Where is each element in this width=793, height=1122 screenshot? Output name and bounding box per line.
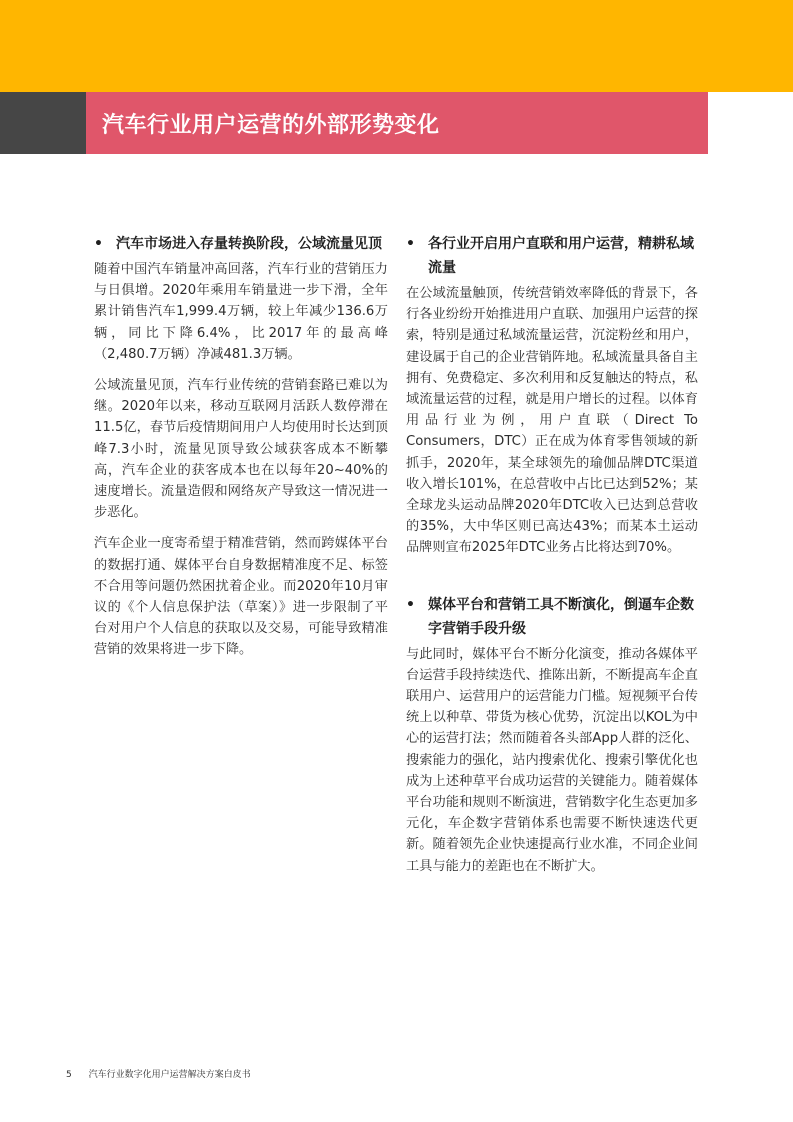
section-heading [406,593,698,641]
section-heading-text: 各行业开启用户直联和用户运营，精耕私域流量 [428,236,694,276]
paragraph: 公域流量见顶，汽车行业传统的营销套路已难以为继。2020年以来，移动互联网月活跃人数停滞在11.5亿，春节后疫情期间用户人均使用时长达到顶峰7.3小时，流量见顶导致公域获客成本不断攀高，汽车企业的获客成本也在以每年20~40%的速度增长。流量造假和网络灰产导致这一情况进一步恶化。 [94,378,388,521]
bullet-icon: • [406,236,415,252]
page-title: 汽车行业用户运营的外部形势变化 [102,113,440,138]
paragraph: 随着中国汽车销量冲高回落，汽车行业的营销压力与日俱增。2020年乘用车销量进一步下滑，全年累计销售汽车1,999.4万辆，较上年减少136.6万辆，同比下降6.4%，比2017年的最高峰（2,480.7万辆）净减481.3万辆。 [94,262,388,362]
paragraph: 在公域流量触顶，传统营销效率降低的背景下，各行各业纷纷开始推进用户直联、加强用户运营的探索，特别是通过私域流量运营，沉淀粉丝和用户，建设属于自己的企业营销阵地。私域流量具备自主拥有、免费稳定、多次利用和反复触达的特点，私域流量运营的过程，就是用户增长的过程。以体育用品行业为例，用户直联（Direct To Consumers，DTC）正在成为体育零售领域的新抓手，2020年，某全球领先的瑜伽品牌DTC渠道收入增长101%，在总营收中占比已达到52%；某全球龙头运动品牌2020年DTC收入已达到总营收的35%，大中华区则已高达43%；而某本土运动品牌则宣布2025年DTC业务占比将达到70%。 [406,286,698,556]
bullet-icon: • [406,596,415,613]
paragraph: 与此同时，媒体平台不断分化演变，推动各媒体平台运营手段持续迭代、推陈出新，不断提高车企直联用户、运营用户的运营能力门槛。短视频平台传统上以种草、带货为核心优势，沉淀出以KOL为中心的运营打法；然而随着各头部App人群的泛化、搜索能力的强化，站内搜索优化、搜索引擎优化也成为上述种草平台成功运营的关键能力。随着媒体平台功能和规则不断演进，营销数字化生态更加多元化，车企数字营销体系也需要不断快速迭代更新。随着领先企业快速提高行业水准，不同企业间工具与能力的差距也在不断扩大。 [406,646,698,874]
page-number: 5 [66,1070,72,1080]
top-color-band [0,0,793,92]
footer-doc-title: 汽车行业数字化用户运营解决方案白皮书 [88,1070,251,1080]
section-heading-text: 汽车市场进入存量转换阶段，公域流量见顶 [116,236,382,252]
right-column [406,232,698,887]
title-banner [86,92,708,154]
section-heading [406,232,698,280]
section-heading-text: 媒体平台和营销工具不断演化，倒逼车企数字营销手段升级 [428,596,694,637]
paragraph: 汽车企业一度寄希望于精准营销，然而跨媒体平台的数据打通、媒体平台自身数据精准度不足、标签不合用等问题仍然困扰着企业。而2020年10月审议的《个人信息保护法（草案）》进一步限制了平台对用户个人信息的获取以及交易，可能导致精准营销的效果将进一步下降。 [94,536,388,658]
title-accent-block [0,92,86,154]
page-footer [66,1067,251,1080]
left-column [94,232,388,671]
bullet-icon: • [94,236,103,252]
section-heading [94,232,388,256]
